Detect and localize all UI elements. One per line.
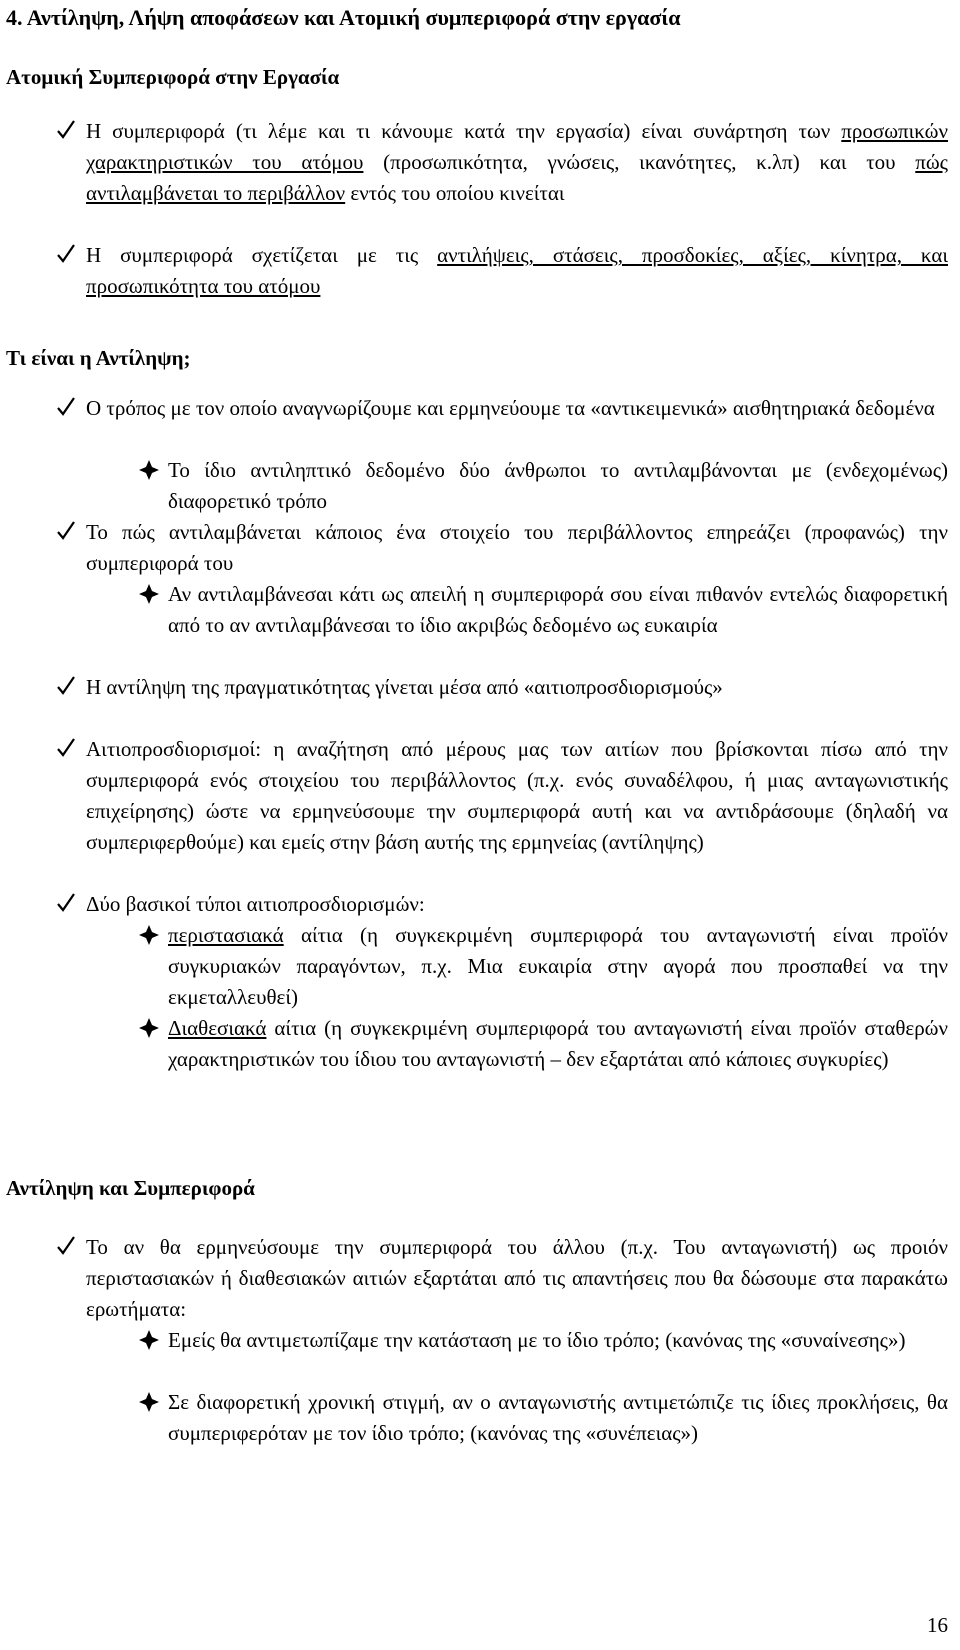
checkmark-icon — [56, 892, 76, 916]
diamond-bullet-icon — [138, 1017, 160, 1039]
checkmark-icon — [56, 243, 76, 267]
sub-list-item: περιστασιακά αίτια (η συγκεκριμένη συμπεριφορά του ανταγωνιστή είναι προϊόν συγκυριακών παραγόντων, π.χ. Μια ευκαιρία στην αγορά που προσπαθεί να την εκμεταλλευθεί) — [168, 920, 948, 1013]
page-number: 16 — [927, 1613, 948, 1637]
diamond-bullet-icon — [138, 583, 160, 605]
sub-list-item: Διαθεσιακά αίτια (η συγκεκριμένη συμπεριφορά του ανταγωνιστή είναι προϊόν σταθερών χαρακτηριστικών του ίδιου του ανταγωνιστή – δεν εξαρτάται από κάποιες συγκυρίες) — [168, 1013, 948, 1075]
list-item: Η αντίληψη της πραγματικότητας γίνεται μέσα από «αιτιοπροσδιορισμούς» — [86, 672, 948, 703]
document-title: 4. Αντίληψη, Λήψη αποφάσεων και Ατομική συμπεριφορά στην εργασία — [6, 5, 681, 30]
list-item: Το πώς αντιλαμβάνεται κάποιος ένα στοιχείο του περιβάλλοντος επηρεάζει (προφανώς) την συμπεριφορά του — [86, 517, 948, 579]
diamond-bullet-icon — [138, 924, 160, 946]
list-item: Το αν θα ερμηνεύσουμε την συμπεριφορά του άλλου (π.χ. Του ανταγωνιστή) ως προιόν περιστασιακών ή διαθεσιακών αιτιών εξαρτάται από τις απαντήσεις που θα δώσουμε στα παρακάτω ερωτήματα: — [86, 1232, 948, 1325]
list-item: Η συμπεριφορά (τι λέμε και τι κάνουμε κατά την εργασία) είναι συνάρτηση των προσωπικών χαρακτηριστικών του ατόμου (προσωπικότητα, γνώσεις, ικανότητες, κ.λπ) και του πώς αντιλαμβάνεται το περιβάλλον εντός του οποίου κινείται — [86, 116, 948, 209]
checkmark-icon — [56, 675, 76, 699]
checkmark-icon — [56, 396, 76, 420]
sub-list-item: Σε διαφορετική χρονική στιγμή, αν ο ανταγωνιστής αντιμετώπιζε τις ίδιες προκλήσεις, θα συμπεριφερόταν με τον ίδιο τρόπο; (κανόνας της «συνέπειας») — [168, 1387, 948, 1449]
checkmark-icon — [56, 520, 76, 544]
checkmark-icon — [56, 1235, 76, 1259]
sub-list-item: Το ίδιο αντιληπτικό δεδομένο δύο άνθρωποι το αντιλαμβάνονται με (ενδεχομένως) διαφορετικό τρόπο — [168, 455, 948, 517]
diamond-bullet-icon — [138, 1329, 160, 1351]
section-heading-perception-behavior: Αντίληψη και Συμπεριφορά — [6, 1176, 255, 1200]
sub-list-item: Αν αντιλαμβάνεσαι κάτι ως απειλή η συμπεριφορά σου είναι πιθανόν εντελώς διαφορετική από το αν αντιλαμβάνεσαι το ίδιο ακριβώς δεδομένο ως ευκαιρία — [168, 579, 948, 641]
sub-list-item: Εμείς θα αντιμετωπίζαμε την κατάσταση με το ίδιο τρόπο; (κανόνας της «συναίνεσης») — [168, 1325, 948, 1356]
checkmark-icon — [56, 737, 76, 761]
list-item: Δύο βασικοί τύποι αιτιοπροσδιορισμών: — [86, 889, 948, 920]
list-item: Η συμπεριφορά σχετίζεται με τις αντιλήψεις, στάσεις, προσδοκίες, αξίες, κίνητρα, και προσωπικότητα του ατόμου — [86, 240, 948, 302]
section-heading-individual-behavior: Ατομική Συμπεριφορά στην Εργασία — [6, 65, 340, 89]
diamond-bullet-icon — [138, 1391, 160, 1413]
checkmark-icon — [56, 119, 76, 143]
section-heading-perception: Τι είναι η Αντίληψη; — [6, 346, 191, 370]
list-item: Ο τρόπος με τον οποίο αναγνωρίζουμε και ερμηνεύουμε τα «αντικειμενικά» αισθητηριακά δεδομένα — [86, 393, 948, 424]
diamond-bullet-icon — [138, 459, 160, 481]
list-item: Αιτιοπροσδιορισμοί: η αναζήτηση από μέρους μας των αιτίων που βρίσκονται πίσω από την συμπεριφορά ενός στοιχείου του περιβάλλοντος (π.χ. ενός συναδέλφου, ή μιας ανταγωνιστικής επιχείρησης) ώστε να ερμηνεύσουμε την συμπεριφορά αυτή και να αντιδράσουμε (δηλαδή να συμπεριφερθούμε) και εμείς στην βάση αυτής της ερμηνείας (αντίληψης) — [86, 734, 948, 858]
